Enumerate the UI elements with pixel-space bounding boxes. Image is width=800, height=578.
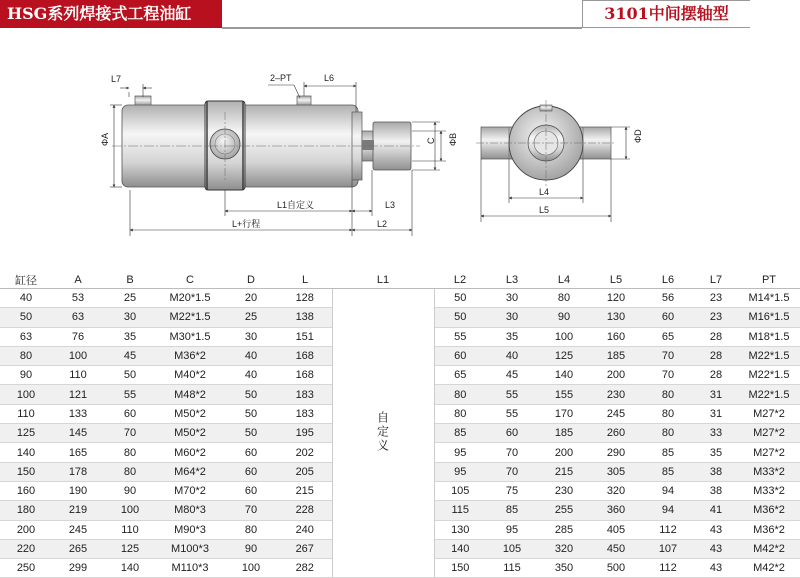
table-cell: 31 bbox=[694, 385, 738, 404]
table-cell: 28 bbox=[694, 366, 738, 385]
table-cell: 230 bbox=[590, 385, 642, 404]
table-cell: 140 bbox=[434, 539, 486, 558]
table-cell: M20*1.5 bbox=[156, 289, 224, 308]
table-cell: 70 bbox=[486, 462, 538, 481]
page-header bbox=[0, 0, 750, 33]
table-cell: 35 bbox=[486, 327, 538, 346]
table-cell: 240 bbox=[278, 520, 332, 539]
table-cell: 70 bbox=[486, 443, 538, 462]
table-cell: 183 bbox=[278, 385, 332, 404]
table-cell: 80 bbox=[434, 404, 486, 423]
table-cell: 200 bbox=[590, 366, 642, 385]
table-cell: 50 bbox=[224, 424, 278, 443]
table-cell: 28 bbox=[694, 327, 738, 346]
table-cell: 70 bbox=[104, 424, 156, 443]
col-header: L5 bbox=[590, 271, 642, 289]
label-L3: L3 bbox=[385, 200, 396, 210]
table-cell: 85 bbox=[434, 424, 486, 443]
col-header: A bbox=[52, 271, 104, 289]
table-cell: 125 bbox=[0, 424, 52, 443]
table-cell: 160 bbox=[0, 481, 52, 500]
table-cell: 31 bbox=[694, 404, 738, 423]
table-cell: 267 bbox=[278, 539, 332, 558]
table-cell: 112 bbox=[642, 559, 694, 578]
table-header-row bbox=[0, 271, 800, 289]
col-header: L2 bbox=[434, 271, 486, 289]
table-cell: 190 bbox=[52, 481, 104, 500]
table-cell: 95 bbox=[486, 520, 538, 539]
table-cell: 405 bbox=[590, 520, 642, 539]
table-row bbox=[0, 289, 800, 308]
table-cell: 94 bbox=[642, 501, 694, 520]
table-cell: 80 bbox=[0, 346, 52, 365]
table-cell: 35 bbox=[104, 327, 156, 346]
table-cell: 130 bbox=[434, 520, 486, 539]
table-cell: 70 bbox=[642, 346, 694, 365]
table-cell: M50*2 bbox=[156, 424, 224, 443]
table-cell: 23 bbox=[694, 308, 738, 327]
series-title: HSG系列焊接式工程油缸 bbox=[0, 0, 222, 28]
table-cell: 80 bbox=[104, 443, 156, 462]
table-cell: M18*1.5 bbox=[738, 327, 800, 346]
table-cell: M22*1.5 bbox=[156, 308, 224, 327]
table-cell: 150 bbox=[0, 462, 52, 481]
table-cell: 150 bbox=[434, 559, 486, 578]
end-view bbox=[476, 100, 616, 186]
table-cell: M42*2 bbox=[738, 559, 800, 578]
table-cell: 260 bbox=[590, 424, 642, 443]
table-cell: 60 bbox=[104, 404, 156, 423]
table-cell: 125 bbox=[104, 539, 156, 558]
table-cell: 320 bbox=[538, 539, 590, 558]
table-cell: 43 bbox=[694, 559, 738, 578]
table-cell: 60 bbox=[642, 308, 694, 327]
table-cell: 100 bbox=[104, 501, 156, 520]
table-cell: 360 bbox=[590, 501, 642, 520]
table-cell: 285 bbox=[538, 520, 590, 539]
table-cell: 76 bbox=[52, 327, 104, 346]
table-cell: 185 bbox=[538, 424, 590, 443]
table-cell: 107 bbox=[642, 539, 694, 558]
table-cell: 200 bbox=[0, 520, 52, 539]
table-cell: 70 bbox=[224, 501, 278, 520]
table-cell: 110 bbox=[52, 366, 104, 385]
table-cell: 60 bbox=[224, 481, 278, 500]
table-cell: 245 bbox=[52, 520, 104, 539]
table-cell: 80 bbox=[434, 385, 486, 404]
col-header: C bbox=[156, 271, 224, 289]
table-cell: 75 bbox=[486, 481, 538, 500]
model-title: 3101中间摆轴型 bbox=[582, 0, 750, 28]
table-cell: 65 bbox=[642, 327, 694, 346]
table-cell: M36*2 bbox=[156, 346, 224, 365]
table-cell: 40 bbox=[224, 346, 278, 365]
table-cell: 500 bbox=[590, 559, 642, 578]
table-cell: 105 bbox=[486, 539, 538, 558]
table-cell: 168 bbox=[278, 346, 332, 365]
table-cell: 80 bbox=[538, 289, 590, 308]
table-cell: 40 bbox=[486, 346, 538, 365]
table-cell: 85 bbox=[642, 462, 694, 481]
table-cell: 38 bbox=[694, 481, 738, 500]
table-cell: 30 bbox=[486, 308, 538, 327]
table-cell: M64*2 bbox=[156, 462, 224, 481]
label-L1: L1自定义 bbox=[277, 200, 315, 210]
table-cell: M48*2 bbox=[156, 385, 224, 404]
table-cell: M27*2 bbox=[738, 443, 800, 462]
table-body bbox=[0, 289, 800, 578]
table-cell: 45 bbox=[486, 366, 538, 385]
table-cell: 53 bbox=[52, 289, 104, 308]
table-cell: 55 bbox=[104, 385, 156, 404]
side-view bbox=[112, 96, 420, 190]
table-cell: 25 bbox=[224, 308, 278, 327]
table-cell: 140 bbox=[0, 443, 52, 462]
table-cell: 55 bbox=[434, 327, 486, 346]
table-cell: 95 bbox=[434, 443, 486, 462]
table-cell: 43 bbox=[694, 539, 738, 558]
table-cell: 50 bbox=[0, 308, 52, 327]
table-cell: 94 bbox=[642, 481, 694, 500]
table-cell: 450 bbox=[590, 539, 642, 558]
table-cell: 43 bbox=[694, 520, 738, 539]
table-cell: M40*2 bbox=[156, 366, 224, 385]
table-cell: 60 bbox=[486, 424, 538, 443]
table-cell: 28 bbox=[694, 346, 738, 365]
table-cell: 85 bbox=[486, 501, 538, 520]
table-cell: 60 bbox=[434, 346, 486, 365]
table-cell: 290 bbox=[590, 443, 642, 462]
col-header: PT bbox=[738, 271, 800, 289]
table-cell: 50 bbox=[224, 385, 278, 404]
table-cell: 130 bbox=[590, 308, 642, 327]
table-cell: M22*1.5 bbox=[738, 346, 800, 365]
table-cell: M16*1.5 bbox=[738, 308, 800, 327]
table-cell: 133 bbox=[52, 404, 104, 423]
table-cell: 38 bbox=[694, 462, 738, 481]
label-phiD: ΦD bbox=[633, 129, 643, 143]
table-cell: 30 bbox=[224, 327, 278, 346]
table-cell: 128 bbox=[278, 289, 332, 308]
table-cell: 160 bbox=[590, 327, 642, 346]
table-cell: M36*2 bbox=[738, 501, 800, 520]
label-L7: L7 bbox=[111, 74, 122, 84]
table-cell: 23 bbox=[694, 289, 738, 308]
table-cell: 215 bbox=[278, 481, 332, 500]
table-cell: 299 bbox=[52, 559, 104, 578]
table-cell: 90 bbox=[538, 308, 590, 327]
table-cell: 140 bbox=[538, 366, 590, 385]
table-cell: M110*3 bbox=[156, 559, 224, 578]
label-stroke: L+行程 bbox=[232, 219, 261, 229]
table-cell: 120 bbox=[590, 289, 642, 308]
table-cell: 220 bbox=[0, 539, 52, 558]
table-cell: 85 bbox=[642, 443, 694, 462]
table-cell: M33*2 bbox=[738, 462, 800, 481]
table-cell: 60 bbox=[224, 462, 278, 481]
table-cell: 100 bbox=[0, 385, 52, 404]
table-cell: 265 bbox=[52, 539, 104, 558]
table-cell: 90 bbox=[0, 366, 52, 385]
table-cell: 215 bbox=[538, 462, 590, 481]
table-cell: 282 bbox=[278, 559, 332, 578]
table-cell: 230 bbox=[538, 481, 590, 500]
table-cell: 80 bbox=[224, 520, 278, 539]
table-cell: 170 bbox=[538, 404, 590, 423]
table-cell: 55 bbox=[486, 385, 538, 404]
table-cell: 95 bbox=[434, 462, 486, 481]
table-cell: M36*2 bbox=[738, 520, 800, 539]
table-cell: 145 bbox=[52, 424, 104, 443]
col-header: L3 bbox=[486, 271, 538, 289]
table-cell: 55 bbox=[486, 404, 538, 423]
label-L6: L6 bbox=[324, 73, 335, 83]
table-cell: 219 bbox=[52, 501, 104, 520]
label-phiA: ΦA bbox=[100, 132, 110, 146]
table-cell: 56 bbox=[642, 289, 694, 308]
table-cell: 110 bbox=[0, 404, 52, 423]
table-cell: 50 bbox=[434, 289, 486, 308]
table-cell: 30 bbox=[104, 308, 156, 327]
table-cell: 35 bbox=[694, 443, 738, 462]
table-cell: 90 bbox=[104, 481, 156, 500]
table-cell: 100 bbox=[538, 327, 590, 346]
table-cell: 105 bbox=[434, 481, 486, 500]
col-header: B bbox=[104, 271, 156, 289]
table-cell: M33*2 bbox=[738, 481, 800, 500]
table-cell: M22*1.5 bbox=[738, 385, 800, 404]
table-cell: 60 bbox=[224, 443, 278, 462]
table-cell: 255 bbox=[538, 501, 590, 520]
table-cell: 100 bbox=[52, 346, 104, 365]
table-cell: M42*2 bbox=[738, 539, 800, 558]
label-C: C bbox=[426, 137, 436, 144]
table-cell: 63 bbox=[0, 327, 52, 346]
table-cell: 245 bbox=[590, 404, 642, 423]
table-cell: 90 bbox=[224, 539, 278, 558]
table-cell: 115 bbox=[486, 559, 538, 578]
label-L5: L5 bbox=[539, 205, 550, 215]
table-cell: 115 bbox=[434, 501, 486, 520]
table-cell: 25 bbox=[104, 289, 156, 308]
l1-custom-label: 自定义 bbox=[375, 410, 390, 453]
table-cell: 40 bbox=[0, 289, 52, 308]
table-cell: 110 bbox=[104, 520, 156, 539]
table-cell: 121 bbox=[52, 385, 104, 404]
table-cell: M70*2 bbox=[156, 481, 224, 500]
table-cell: 80 bbox=[104, 462, 156, 481]
table-cell: 168 bbox=[278, 366, 332, 385]
table-cell: 140 bbox=[104, 559, 156, 578]
col-header: L1 bbox=[332, 271, 434, 289]
table-cell: 80 bbox=[642, 404, 694, 423]
col-header: 缸径 bbox=[0, 271, 52, 289]
table-cell: 350 bbox=[538, 559, 590, 578]
col-header: L7 bbox=[694, 271, 738, 289]
table-cell: 125 bbox=[538, 346, 590, 365]
table-cell: M14*1.5 bbox=[738, 289, 800, 308]
label-L4: L4 bbox=[539, 187, 550, 197]
table-cell: M22*1.5 bbox=[738, 366, 800, 385]
table-cell: 63 bbox=[52, 308, 104, 327]
table-cell: 183 bbox=[278, 404, 332, 423]
header-rule bbox=[222, 27, 582, 29]
table-cell: 138 bbox=[278, 308, 332, 327]
table-cell: 151 bbox=[278, 327, 332, 346]
table-cell: 185 bbox=[590, 346, 642, 365]
table-cell: 100 bbox=[224, 559, 278, 578]
table-cell: 80 bbox=[642, 385, 694, 404]
table-cell: 70 bbox=[642, 366, 694, 385]
table-cell: 45 bbox=[104, 346, 156, 365]
table-cell: 320 bbox=[590, 481, 642, 500]
l1-custom-cell bbox=[332, 289, 434, 578]
table-cell: 155 bbox=[538, 385, 590, 404]
table-cell: 202 bbox=[278, 443, 332, 462]
table-cell: 305 bbox=[590, 462, 642, 481]
table-cell: 228 bbox=[278, 501, 332, 520]
table-cell: 200 bbox=[538, 443, 590, 462]
table-cell: M27*2 bbox=[738, 424, 800, 443]
table-cell: 50 bbox=[434, 308, 486, 327]
table-cell: M50*2 bbox=[156, 404, 224, 423]
table-cell: 205 bbox=[278, 462, 332, 481]
table-cell: 33 bbox=[694, 424, 738, 443]
cylinder-drawing bbox=[0, 34, 750, 270]
table-cell: 250 bbox=[0, 559, 52, 578]
table-cell: M30*1.5 bbox=[156, 327, 224, 346]
table-cell: 50 bbox=[224, 404, 278, 423]
table-cell: 40 bbox=[224, 366, 278, 385]
label-phiB: ΦB bbox=[448, 132, 458, 146]
table-cell: 50 bbox=[104, 366, 156, 385]
table-cell: 165 bbox=[52, 443, 104, 462]
table-cell: M90*3 bbox=[156, 520, 224, 539]
table-cell: 30 bbox=[486, 289, 538, 308]
table-cell: 65 bbox=[434, 366, 486, 385]
table-cell: 20 bbox=[224, 289, 278, 308]
table-cell: 178 bbox=[52, 462, 104, 481]
label-PT: 2–PT bbox=[270, 73, 292, 83]
table-cell: 112 bbox=[642, 520, 694, 539]
table-cell: 180 bbox=[0, 501, 52, 520]
spec-table bbox=[0, 271, 800, 578]
table-cell: 195 bbox=[278, 424, 332, 443]
table-cell: M100*3 bbox=[156, 539, 224, 558]
col-header: L6 bbox=[642, 271, 694, 289]
table-cell: M27*2 bbox=[738, 404, 800, 423]
table-cell: 80 bbox=[642, 424, 694, 443]
col-header: L bbox=[278, 271, 332, 289]
label-L2: L2 bbox=[377, 219, 388, 229]
table-cell: 41 bbox=[694, 501, 738, 520]
table-cell: M80*3 bbox=[156, 501, 224, 520]
table-cell: M60*2 bbox=[156, 443, 224, 462]
col-header: D bbox=[224, 271, 278, 289]
col-header: L4 bbox=[538, 271, 590, 289]
